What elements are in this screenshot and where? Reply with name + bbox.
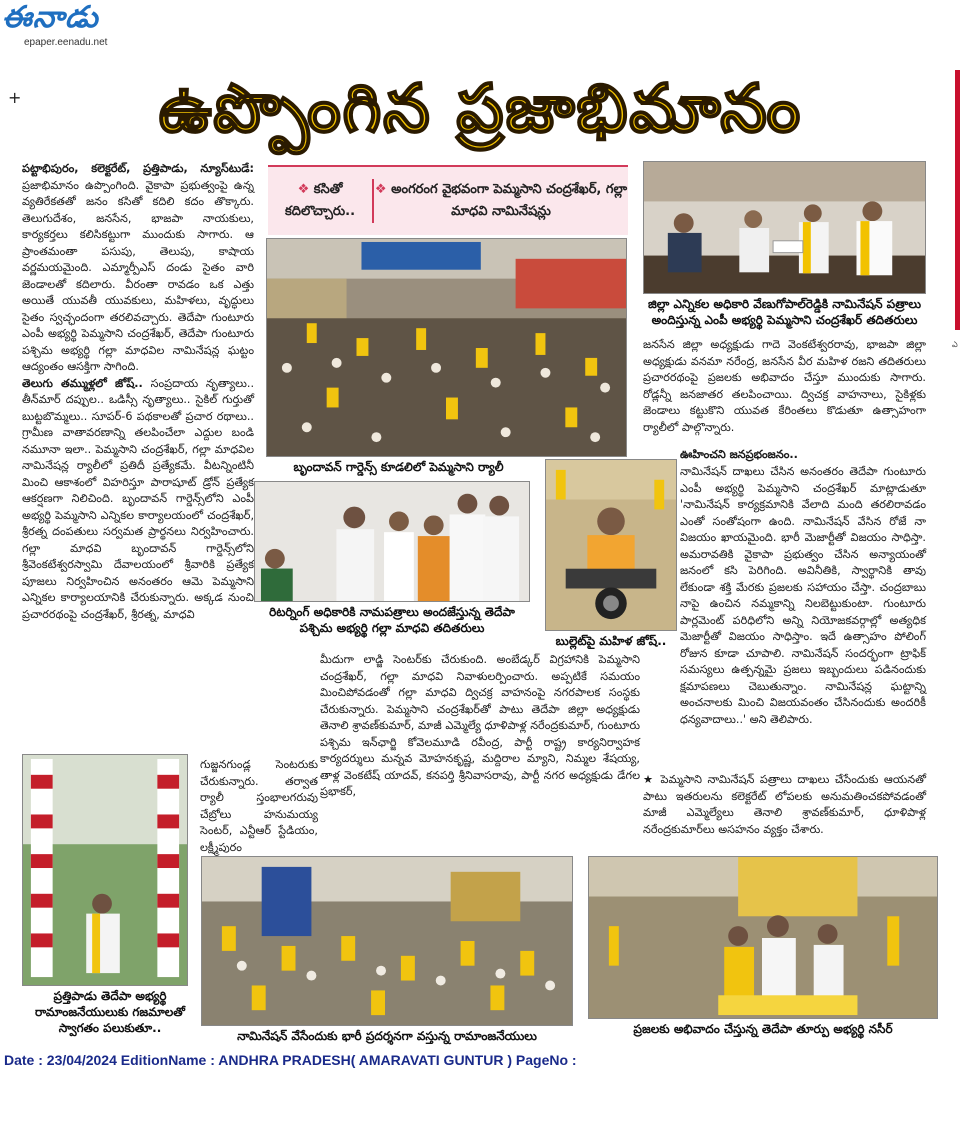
main-headline: ఉప్పొంగిన ప్రజాభిమానం xyxy=(158,69,803,147)
page-label: PageNo : xyxy=(512,1052,577,1068)
paragraph-right-bottom: ★ పెమ్మసాని నామినేషన్ పత్రాలు దాఖలు చేసేందుకు ఆయనతో పాటు ఇతరులను కలెక్టరేట్ లోపలకు అనుమతించకపోవడంతో మాజీ ఎమ్మెల్యేలు తెనాలి శ్రావణ్‌కుమార్, ధూళిపాళ్ల నరేంద్రకుమార్‌లు అసహనం వ్యక్తం చేశారు. xyxy=(643,773,926,836)
edition-footer xyxy=(0,1052,960,1076)
article-column-right-top xyxy=(643,337,926,447)
photo-nomination-rally xyxy=(201,856,573,1026)
article-column-right-body xyxy=(680,464,926,726)
date-label: Date : xyxy=(4,1052,47,1068)
edge-tick-text: ఎ xyxy=(952,340,958,349)
caption-rally: బృందావన్ గార్డెన్స్ కూడలిలో పెమ్మసాని ర్యాలీ xyxy=(293,460,504,474)
edition-label: EditionName : xyxy=(116,1052,219,1068)
dateline: పట్టాభిపురం, కలెక్టరేట్, ప్రత్తిపాడు, న్యూస్‌టుడే: xyxy=(22,162,254,175)
date-value: 23/04/2024 xyxy=(46,1052,117,1068)
subhead-left: ❖ కసితో కదిలొచ్చారు.. xyxy=(268,179,374,223)
paragraph-1: ప్రజాభిమానం ఉప్పొంగింది. వైకాపా ప్రభుత్వంపై ఉన్న వ్యతిరేకతతో జనం కసితో కదిలి కదం తొక్కారు. తెలుగుదేశం, జనసేన, భాజపా నాయకులు, కార్యకర్తలు కలిసికట్టుగా ముందుకు సాగారు. ఆ ప్రాంతమంతా పసుపు, తెలుపు, కాషాయ వర్ణమయమైంది. ఎమ్మార్పీఎస్ దండు సైతం వారి జెండాలతో కదిలారు. వీరంతా రావడం ఒక ఎత్తు అయితే యువతీ యువకులు, మహిళలు, వృద్ధులు సైతం స్వచ్ఛందంగా తరలివచ్చారు. తెదేపా గుంటూరు ఎంపీ అభ్యర్థి పెమ్మసాని చంద్రశేఖర్, తెదేపా గుంటూరు పశ్చిమ అభ్యర్థి గల్లా మాధవిల నామినేషన్ల ఘట్టం ఆద్యంతం ఆసక్తిగా సాగింది. xyxy=(22,178,254,373)
photo-rally xyxy=(266,238,627,457)
returning-illustration xyxy=(255,482,529,601)
photo-east-candidate xyxy=(588,856,938,1019)
edition-value: ANDHRA PRADESH( AMARAVATI GUNTUR ) xyxy=(218,1052,512,1068)
paragraph-right-top: జనసేన జిల్లా అధ్యక్షుడు గాదె వెంకటేశ్వరరావు, భాజపా జిల్లా అధ్యక్షుడు వనమా నరేంద్ర, జనసేన వీర మహిళ రజని తదితరులు ప్రచారరథంపై ప్రజలకు అభివాదం చేస్తూ ముందుకు సాగారు. రోడ్లన్నీ జనజాతర తలపించాయి. ద్విచక్ర వాహనాలు, సైకిళ్లకు జెండాలు కట్టుకొని యువత కేరింతలు కొడుతూ ఉత్సాహంగా ర్యాలీలో పాల్గొన్నారు. xyxy=(643,338,926,434)
caption-returning: రిటర్నింగ్ అధికారికి నామపత్రాలు అందజేస్తున్న తెదేపా పశ్చిమ అభ్యర్థి గల్లా మాధవి తదితరులు xyxy=(269,605,515,635)
rally-illustration xyxy=(267,239,626,456)
article-column-mid xyxy=(320,652,640,852)
paragraph-right-body: నామినేషన్ దాఖలు చేసిన అనంతరం తెదేపా గుంటూరు ఎంపీ అభ్యర్థి పెమ్మసాని చంద్రశేఖర్ మాట్లాడుతూ 'నామినేషన్ కార్యక్రమానికి వేలాది మంది తరలిరావడం ఎంతో సంతోషంగా ఉంది. నామినేషన్ వేసిన రోజే నా విజయం ఖాయమైంది. భారీ మెజార్టీతో విజయం సాధిస్తా. అమరావతికి వైకాపా ప్రభుత్వం చేసిన అన్యాయంతో జనంలో కసి పెరిగింది. అవినీతికి, స్వార్థానికి తావు లేకుండా శక్తి మేరకు ప్రజలకు సహాయం చేస్తా. చంద్రబాబు నాపై ఉంచిన నమ్మకాన్ని నిలబెట్టుకుంటా. గుంటూరు పార్లమెంట్ పరిధిలోని అన్ని నియోజకవర్గాల్లో అత్యధిక మెజార్టీతో విజయం సాధిస్తాం. ఇదే ఉత్సాహం పోలింగ్ రోజున కూడా చూపాలి. నామినేషన్ సందర్భంగా ట్రాఫిక్ సమస్యలు ఉత్పన్నమై ప్రజలు ఇబ్బందులు పడినందుకు క్షమాపణలు చెబుతున్నాం. నామినేషన్ల ఘట్టాన్ని అంచనాలకు మించి విజయవంతం చేసినందుకు అందరికీ ధన్యవాదాలు..' అని తెలిపారు. xyxy=(680,465,926,726)
subhead-right: ❖ అంగరంగ వైభవంగా పెమ్మసాని చంద్రశేఖర్, గల్లా మాధవి నామినేషన్లు xyxy=(374,182,628,219)
logo-url: epaper.eenadu.net xyxy=(24,37,108,48)
right-edge-strip xyxy=(955,70,960,330)
subhead-josh: తెలుగు తమ్ముళ్లలో జోష్‌.. xyxy=(22,376,143,390)
east-illustration xyxy=(589,857,937,1018)
plus-marker: + xyxy=(8,88,22,107)
photo-returning-officer xyxy=(254,481,530,602)
photo-bullet xyxy=(545,459,677,631)
subheading-box xyxy=(268,165,628,235)
article-column-left xyxy=(22,161,254,757)
article-column-continue xyxy=(200,757,318,857)
caption-prattipadu: ప్రత్తిపాడు తెదేపా అభ్యర్థి రామాంజనేయులుకు గజమాలతో స్వాగతం పలుకుతూ.. xyxy=(35,989,185,1035)
prattipadu-illustration xyxy=(23,755,187,985)
eenadu-logo[interactable] xyxy=(2,0,134,52)
caption-nomination: నామినేషన్ వేసేందుకు భారీ ప్రదర్శనగా వస్తున్న రామాంజనేయులు xyxy=(237,1029,537,1043)
article-column-right-bottom xyxy=(643,772,926,854)
paragraph-right-lower xyxy=(643,654,926,671)
subhead-prabhanjanam: ఊహించని జనప్రభంజనం.. xyxy=(680,448,798,461)
caption-east: ప్రజలకు అభివాదం చేస్తున్న తెదేపా తూర్పు అభ్యర్థి నసీర్ xyxy=(633,1022,893,1036)
paragraph-mid: మీదుగా లాడ్జి సెంటర్‌కు చేరుకుంది. అంబేడ్కర్ విగ్రహానికి పెమ్మసాని చంద్రశేఖర్, గల్లా మాధవి నివాళులర్పించారు. అప్పటికే సమయం మించిపోవడంతో గల్లా మాధవి ద్విచక్ర వాహనంపై నగరపాలక సంస్థకు చేరుకున్నారు. పెమ్మసాని చంద్రశేఖర్‌తో పాటు తెదేపా జిల్లా అధ్యక్షుడు తెనాలి శ్రావణ్‌కుమార్, మాజీ ఎమ్మెల్యే ధూళిపాళ్ల నరేంద్రకుమార్, గుంటూరు పశ్చిమ ఇన్‌ఛార్జి కోవెలమూడి రవీంద్ర, పార్టీ రాష్ట్ర కార్యనిర్వాహక కార్యదర్శులు మన్నవ మోహనకృష్ణ, మద్దిరాల మ్యాని, నిమ్మల శేషయ్య, తాళ్ల వెంకటేష్ యాదవ్, కనపర్తి శ్రీనివాసరావు, పార్టీ నగర అధ్యక్షుడు డేగల ప్రభాకర్, xyxy=(320,653,640,798)
photo-prattipadu xyxy=(22,754,188,986)
caption-bullet: బుల్లెట్‌పై మహిళ జోష్‌.. xyxy=(555,634,667,648)
paragraph-continue: గుజ్జనగుండ్ల సెంటరుకు చేరుకున్నారు. తర్వాత ర్యాలీ స్తంభాలగరువు చేబ్రోలు హనుమయ్య సెంటర్, ఎన్టీఆర్ స్టేడియం, లక్ష్మీపురం xyxy=(200,758,318,854)
logo-wordmark: ఈనాడు xyxy=(2,0,99,35)
bullet-illustration xyxy=(546,460,676,630)
photo-illustration xyxy=(644,162,925,293)
paragraph-2: సంప్రదాయ నృత్యాలు.. తీన్‌మార్ దప్పుల.. ఒడిస్సీ నృత్యాలు.. సైకిల్ గుర్తుతో బుట్టబొమ్మలు.. సూపర్-6 పథకాలతో ప్రచార రథాలు.. గ్రామీణ వాతావరణాన్ని తలపించేలా ఎద్దుల బండి నమూనా ఇలా.. పెమ్మసాని చంద్రశేఖర్, గల్లా మాధవిల నామినేషన్ల ర్యాలీలో ప్రతిదీ ప్రత్యేకమే. వీటన్నింటినీ మించి ఆకాశంలో విహరిస్తూ పారాషూట్ డ్రోన్ ప్రత్యేక ఆకర్షణగా నిలిచింది. బృందావన్ గార్డెన్స్‌లోని ఎంపీ అభ్యర్థి పెమ్మసాని ఎన్నికల కార్యాలయంలో చంద్రశేఖర్, శ్రీరత్న దంపతులు సర్వమత ప్రార్థనలు నిర్వహించారు. గల్లా మాధవి బృందావన్ గార్డెన్స్‌లోని శ్రీవెంకటేశ్వరస్వామి దేవాలయంలో శ్రీవారికి ప్రత్యేక పూజలు నిర్వహించిన అనంతరం ఆమె పెమ్మసాని ఎన్నికల కార్యాలయానికి చేరుకున్నారు. అక్కడ నుంచి ప్రచారరథంపై చంద్రశేఖర్, శ్రీరత్న, మాధవి xyxy=(22,376,255,621)
photo-nomination-submission xyxy=(643,161,926,294)
nomination-illustration xyxy=(202,857,572,1025)
caption-top-right: జిల్లా ఎన్నికల అధికారి వేణుగోపాల్‌రెడ్డికి నామినేషన్ పత్రాలు అందిస్తున్న ఎంపీ అభ్యర్థి పెమ్మసాని చంద్రశేఖర్ తదితరులు xyxy=(648,297,921,327)
